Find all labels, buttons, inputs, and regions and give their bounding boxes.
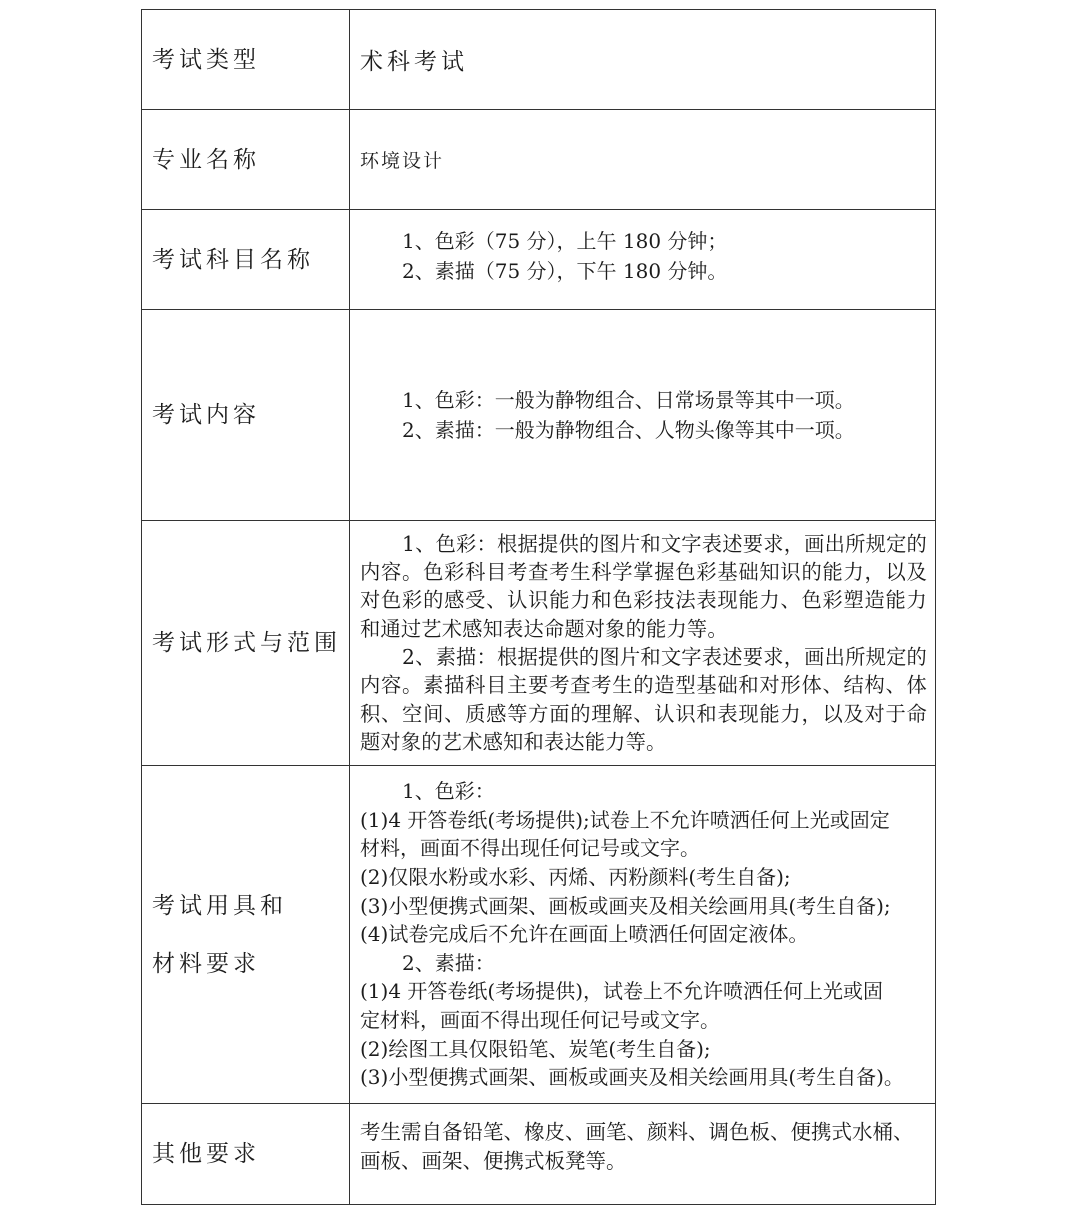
value-cell — [350, 210, 936, 310]
material-item: 材料，画面不得出现任何记号或文字。 — [360, 836, 700, 861]
material-item: (3)小型便携式画架、画板或画夹及相关绘画用具(考生自备)。 — [360, 1065, 904, 1090]
materials-label — [142, 877, 349, 993]
material-item: (3)小型便携式画架、画板或画夹及相关绘画用具(考生自备); — [360, 893, 891, 918]
subject-item: 1、色彩（75 分），上午 180 分钟； — [402, 228, 728, 253]
exam-type-value: 术科考试 — [360, 49, 468, 75]
color-heading: 1、色彩： — [402, 779, 495, 804]
label-cell — [142, 1104, 350, 1205]
content-label: 考试内容 — [152, 402, 260, 428]
content-item: 1、色彩：一般为静物组合、日常场景等其中一项。 — [402, 388, 855, 412]
table-row-format-scope — [142, 521, 936, 766]
label-cell — [142, 110, 350, 210]
label-cell — [142, 521, 350, 766]
material-item: (1)4 开答卷纸(考场提供)，试卷上不允许喷洒任何上光或固 — [360, 979, 884, 1004]
major-value: 环境设计 — [360, 150, 445, 172]
value-cell — [350, 10, 936, 110]
other-line: 画板、画架、便携式板凳等。 — [360, 1149, 627, 1173]
materials-label-line: 考试用具和 — [152, 892, 287, 919]
exam-requirements-table — [141, 9, 936, 1205]
materials-label-line: 材料要求 — [152, 950, 260, 977]
table-row-exam-type — [142, 10, 936, 110]
table-row-materials — [142, 766, 936, 1104]
format-scope-text — [350, 524, 935, 762]
content-item: 2、素描：一般为静物组合、人物头像等其中一项。 — [402, 418, 855, 442]
other-line: 考生需自备铅笔、橡皮、画笔、颜料、调色板、便携式水桶、 — [360, 1120, 914, 1144]
table-row-content — [142, 310, 936, 521]
value-cell — [350, 110, 936, 210]
value-cell — [350, 310, 936, 521]
material-item: (1)4 开答卷纸(考场提供);试卷上不允许喷洒任何上光或固定 — [360, 807, 890, 832]
major-label: 专业名称 — [152, 146, 260, 173]
value-cell — [350, 766, 936, 1104]
exam-type-label: 考试类型 — [152, 46, 260, 73]
value-cell — [350, 521, 936, 766]
table-row-subjects — [142, 210, 936, 310]
table-row-major — [142, 110, 936, 210]
material-item: 定材料，画面不得出现任何记号或文字。 — [360, 1007, 720, 1032]
format-scope-paragraph: 2、素描：根据提供的图片和文字表述要求，画出所规定的内容。素描科目主要考查考生的造型基础和对形体、结构、体积、空间、质感等方面的理解、认识和表现能力，以及对于命题对象的艺术感知和表达能力等。 — [360, 645, 927, 754]
subject-item: 2、素描（75 分），下午 180 分钟。 — [402, 258, 728, 283]
label-cell — [142, 310, 350, 521]
format-scope-label: 考试形式与范围 — [152, 630, 341, 656]
format-scope-paragraph: 1、色彩：根据提供的图片和文字表述要求，画出所规定的内容。色彩科目考查考生科学掌握色彩基础知识的能力，以及对色彩的感受、认识能力和色彩技法表现能力、色彩塑造能力和通过艺术感知表达命题对象的能力等。 — [360, 531, 927, 641]
subjects-list — [350, 226, 935, 294]
label-cell — [142, 766, 350, 1104]
value-cell — [350, 1104, 936, 1205]
sketch-heading: 2、素描： — [402, 950, 495, 975]
material-item: (2)仅限水粉或水彩、丙烯、丙粉颜料(考生自备); — [360, 865, 791, 890]
content-list — [350, 385, 935, 445]
table-row-other — [142, 1104, 936, 1205]
other-label: 其他要求 — [152, 1141, 260, 1167]
label-cell — [142, 10, 350, 110]
label-cell — [142, 210, 350, 310]
other-text — [350, 1118, 935, 1190]
subjects-label: 考试科目名称 — [152, 246, 314, 273]
material-item: (2)绘图工具仅限铅笔、炭笔(考生自备); — [360, 1036, 711, 1061]
material-item: (4)试卷完成后不允许在画面上喷洒任何固定液体。 — [360, 922, 809, 947]
materials-text — [350, 777, 935, 1092]
